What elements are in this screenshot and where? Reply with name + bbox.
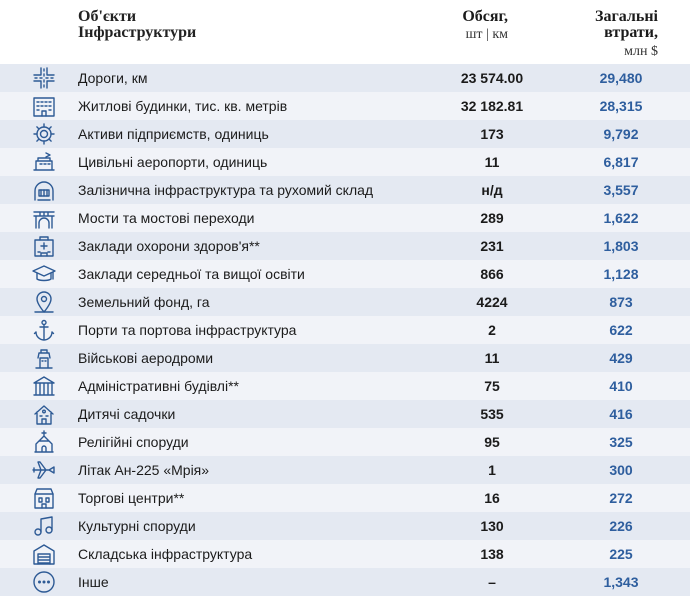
music-note-icon (32, 514, 56, 538)
column-header-objects (78, 9, 196, 41)
row-name: Земельний фонд, га (78, 294, 210, 310)
control-tower-icon (32, 346, 56, 370)
shopping-mall-icon (32, 486, 56, 510)
table-row (0, 540, 690, 568)
column-header-objects-line1: Об'єкти (78, 8, 137, 25)
row-losses: 1,622 (603, 210, 639, 226)
row-volume: 1 (488, 462, 496, 478)
road-icon (32, 66, 56, 90)
row-losses: 325 (609, 434, 633, 450)
column-header-losses-line2: втрати, (604, 24, 658, 41)
row-name: Інше (78, 574, 109, 590)
row-volume: 32 182.81 (460, 98, 524, 114)
row-volume: 231 (480, 238, 504, 254)
gear-icon (32, 122, 56, 146)
column-header-losses-unit: млн $ (624, 44, 658, 59)
table-row (0, 148, 690, 176)
hospital-icon (32, 234, 56, 258)
row-losses: 226 (609, 518, 633, 534)
row-name: Культурні споруди (78, 518, 196, 534)
column-header-objects-line2: Інфраструктури (78, 24, 197, 41)
row-losses: 416 (609, 406, 633, 422)
row-losses: 1,803 (603, 238, 639, 254)
row-volume: 535 (480, 406, 504, 422)
column-header-losses-line1: Загальні (595, 8, 658, 25)
row-volume: 75 (484, 378, 500, 394)
table-row (0, 512, 690, 540)
row-name: Військові аеродроми (78, 350, 214, 366)
church-icon (32, 430, 56, 454)
row-name: Релігійні споруди (78, 434, 189, 450)
table-body (0, 64, 690, 596)
row-name: Адміністративні будівлі** (78, 378, 239, 394)
table-row (0, 568, 690, 596)
row-losses: 1,128 (603, 266, 639, 282)
row-name: Складська інфраструктура (78, 546, 253, 562)
table-row (0, 288, 690, 316)
warehouse-icon (32, 542, 56, 566)
table-row (0, 120, 690, 148)
column-header-losses (595, 9, 658, 60)
row-volume: 11 (484, 154, 500, 170)
row-name: Порти та портова інфраструктура (78, 322, 297, 338)
row-volume: 138 (480, 546, 504, 562)
row-volume: – (488, 574, 496, 590)
column-header-volume-line1: Обсяг, (462, 8, 508, 25)
row-volume: 866 (480, 266, 504, 282)
row-name: Цивільні аеропорти, одиниць (78, 154, 268, 170)
row-volume: 4224 (476, 294, 508, 310)
row-losses: 300 (609, 462, 633, 478)
row-name: Активи підприємств, одиниць (78, 126, 269, 142)
table-row (0, 260, 690, 288)
row-name: Заклади середньої та вищої освіти (78, 266, 305, 282)
table-row (0, 344, 690, 372)
row-name: Житлові будинки, тис. кв. метрів (78, 98, 288, 114)
row-name: Мости та мостові переходи (78, 210, 255, 226)
table-row (0, 372, 690, 400)
table-row (0, 64, 690, 92)
table-row (0, 232, 690, 260)
table-row (0, 428, 690, 456)
row-losses: 873 (609, 294, 633, 310)
map-pin-icon (32, 290, 56, 314)
row-volume: 2 (488, 322, 496, 338)
table-row (0, 176, 690, 204)
kindergarten-icon (32, 402, 56, 426)
row-name: Дитячі садочки (78, 406, 176, 422)
row-losses: 410 (609, 378, 633, 394)
row-volume: 23 574.00 (460, 70, 524, 86)
government-building-icon (32, 374, 56, 398)
ellipsis-icon (32, 570, 56, 594)
row-volume: 11 (484, 350, 500, 366)
table-row (0, 484, 690, 512)
row-losses: 1,343 (603, 574, 639, 590)
row-name: Торгові центри** (78, 490, 185, 506)
row-name: Заклади охорони здоров'я** (78, 238, 260, 254)
row-volume: 130 (480, 518, 504, 534)
row-name: Дороги, км (78, 70, 148, 86)
graduation-cap-icon (32, 262, 56, 286)
airplane-icon (32, 458, 56, 482)
row-volume: 16 (484, 490, 500, 506)
row-losses: 429 (609, 350, 633, 366)
row-volume: 173 (480, 126, 504, 142)
table-row (0, 92, 690, 120)
table-row (0, 400, 690, 428)
row-losses: 29,480 (599, 70, 643, 86)
row-losses: 28,315 (599, 98, 643, 114)
row-name: Літак Ан-225 «Мрія» (78, 462, 210, 478)
anchor-icon (32, 318, 56, 342)
row-losses: 622 (609, 322, 633, 338)
row-losses: 272 (609, 490, 633, 506)
table-row (0, 316, 690, 344)
column-header-volume-unit: шт | км (465, 27, 508, 42)
apartment-building-icon (32, 94, 56, 118)
bridge-icon (32, 206, 56, 230)
row-volume: н/д (481, 182, 503, 198)
row-volume: 95 (484, 434, 500, 450)
table-row (0, 204, 690, 232)
airport-icon (32, 150, 56, 174)
train-icon (32, 178, 56, 202)
table-row (0, 456, 690, 484)
row-name: Залізнична інфраструктура та рухомий склад (78, 182, 374, 198)
table-header (0, 0, 690, 64)
row-losses: 225 (609, 546, 633, 562)
column-header-volume (462, 9, 508, 43)
row-losses: 6,817 (603, 154, 639, 170)
row-volume: 289 (480, 210, 504, 226)
row-losses: 3,557 (603, 182, 639, 198)
row-losses: 9,792 (603, 126, 639, 142)
